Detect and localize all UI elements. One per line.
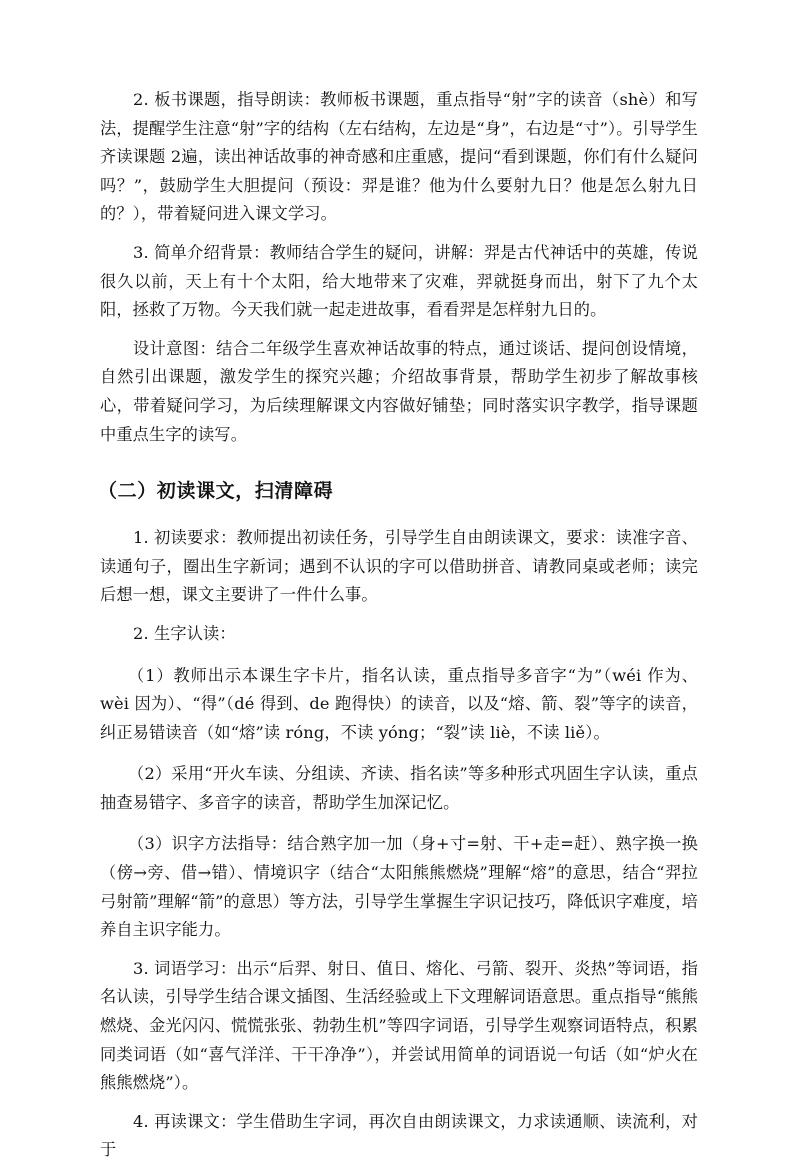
paragraph-character-reading: 2. 生字认读：: [133, 623, 236, 643]
paragraph-step-2: 2. 板书课题，指导朗读：教师板书课题，重点指导“射”字的读音（shè）和写法，提醒学生注意“射”字的结构（左右结构，左边是“身”，右边是“寸”）。引导学生齐读课题 2遍，读出神话故事的神奇感和庄重感，提问“看到课题，你们有什么疑问吗？”，鼓励学生大胆提问（预设：羿是谁？他为什么要射九日？他是怎么射九日的？），带着疑问进入课文学习。: [100, 90, 698, 224]
paragraph-step-3: 3. 简单介绍背景：教师结合学生的疑问，讲解：羿是古代神话中的英雄，传说很久以前，天上有十个太阳，给大地带来了灾难，羿就挺身而出，射下了九个太阳，拯救了万物。今天我们就一起走进故事，看看羿是怎样射九日的。: [100, 242, 698, 320]
paragraph-sub-2: （2）采用“开火车读、分组读、齐读、指名读”等多种形式巩固生字认读，重点抽查易错字、多音字的读音，帮助学生加深记忆。: [100, 764, 698, 812]
paragraph-reading-requirements: 1. 初读要求：教师提出初读任务，引导学生自由朗读课文，要求：读准字音、读通句子，圈出生字新词；遇到不认识的字可以借助拼音、请教同桌或老师；读完后想一想，课文主要讲了一件什么事。: [100, 528, 698, 605]
paragraph-reread: 4. 再读课文：学生借助生字词，再次自由朗读课文，力求读通顺、读流利，对于: [100, 1111, 698, 1160]
paragraph-sub-3: （3）识字方法指导：结合熟字加一加（身+寸=射、干+走=赶）、熟字换一换（傍→旁、借→错）、情境识字（结合“太阳熊熊燃烧”理解“熔”的意思，结合“羿拉弓射箭”理解“箭”的意思）等方法，引导学生掌握生字识记技巧，降低识字难度，培养自主识字能力。: [100, 834, 698, 940]
paragraph-vocabulary: 3. 词语学习：出示“后羿、射日、值日、熔化、弓箭、裂开、炎热”等词语，指名认读，引导学生结合课文插图、生活经验或上下文理解词语意思。重点指导“熊熊燃烧、金光闪闪、慌慌张张、勃勃生机”等四字词语，引导学生观察词语特点，积累同类词语（如“喜气洋洋、干干净净”），并尝试用简单的词语说一句话（如“炉火在熊熊燃烧”）。: [100, 958, 698, 1093]
section-heading: （二）初读课文，扫清障碍: [98, 480, 334, 503]
paragraph-sub-1: （1）教师出示本课生字卡片，指名认读，重点指导多音字“为”（wéi 作为、wèi 因为）、“得”（dé 得到、de 跑得快）的读音，以及“熔、箭、裂”等字的读音，纠正易错读音（如“熔”读 róng，不读 yóng；“裂”读 liè，不读 liě）。: [100, 665, 698, 742]
paragraph-design-intent: 设计意图：结合二年级学生喜欢神话故事的特点，通过谈话、提问创设情境，自然引出课题，激发学生的探究兴趣；介绍故事背景，帮助学生初步了解故事核心，带着疑问学习，为后续理解课文内容做好铺垫；同时落实识字教学，指导课题中重点生字的读写。: [100, 338, 698, 444]
